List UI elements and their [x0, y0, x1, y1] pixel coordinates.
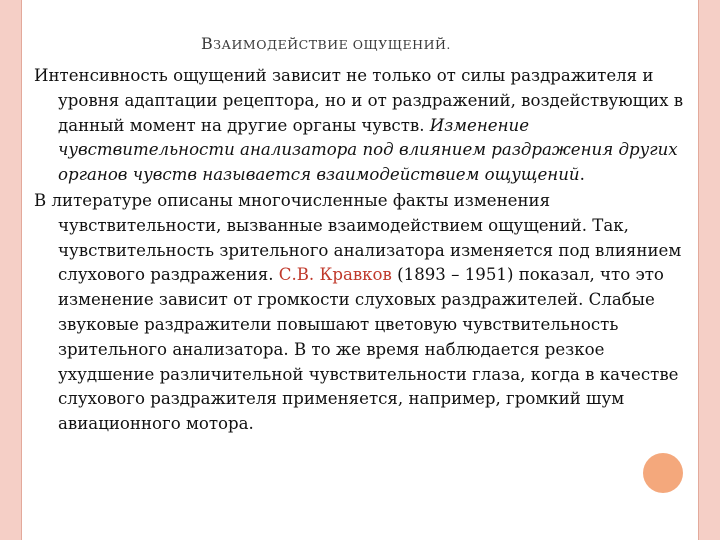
right-border-band	[699, 0, 720, 540]
slide-title-rest: ЗАИМОДЕЙСТВИЕ ОЩУЩЕНИЙ.	[213, 37, 451, 52]
paragraph-2	[34, 189, 689, 437]
author-name: С.В. Кравков	[278, 265, 392, 285]
paragraph-2-text-before: В литературе описаны многочисленные факты изменения чувствительности, вызванные взаимодействием ощущений. Так, чувствительность зрительного анализатора изменяется под влиянием слухового раздражения.	[34, 190, 682, 285]
left-border-band	[0, 0, 21, 540]
paragraph-1-definition: Изменение чувствительности анализатора под влиянием раздражения других органов чувств называется взаимодействием ощущений	[58, 115, 678, 185]
slide-body	[34, 64, 689, 437]
paragraph-2-text-after: (1893 – 1951) показал, что это изменение зависит от громкости слуховых раздражителей. Слабые звуковые раздражители повышают цветовую чувствительность зрительного анализатора. В то же время наблюдается резкое ухудшение различительной чувствительности глаза, когда в качестве слухового раздражителя применяется, например, громкий шум авиационного мотора.	[58, 265, 679, 434]
paragraph-1	[34, 64, 689, 188]
paragraph-1-end: .	[579, 165, 585, 185]
left-border-line	[21, 0, 22, 540]
slide-title	[201, 34, 451, 53]
decorative-circle	[643, 453, 683, 493]
slide-title-initial: В	[201, 34, 214, 53]
paragraph-1-text: Интенсивность ощущений зависит не только от силы раздражителя и уровня адаптации рецептора, но и от раздражений, воздействующих в данный момент на другие органы чувств.	[34, 66, 684, 135]
